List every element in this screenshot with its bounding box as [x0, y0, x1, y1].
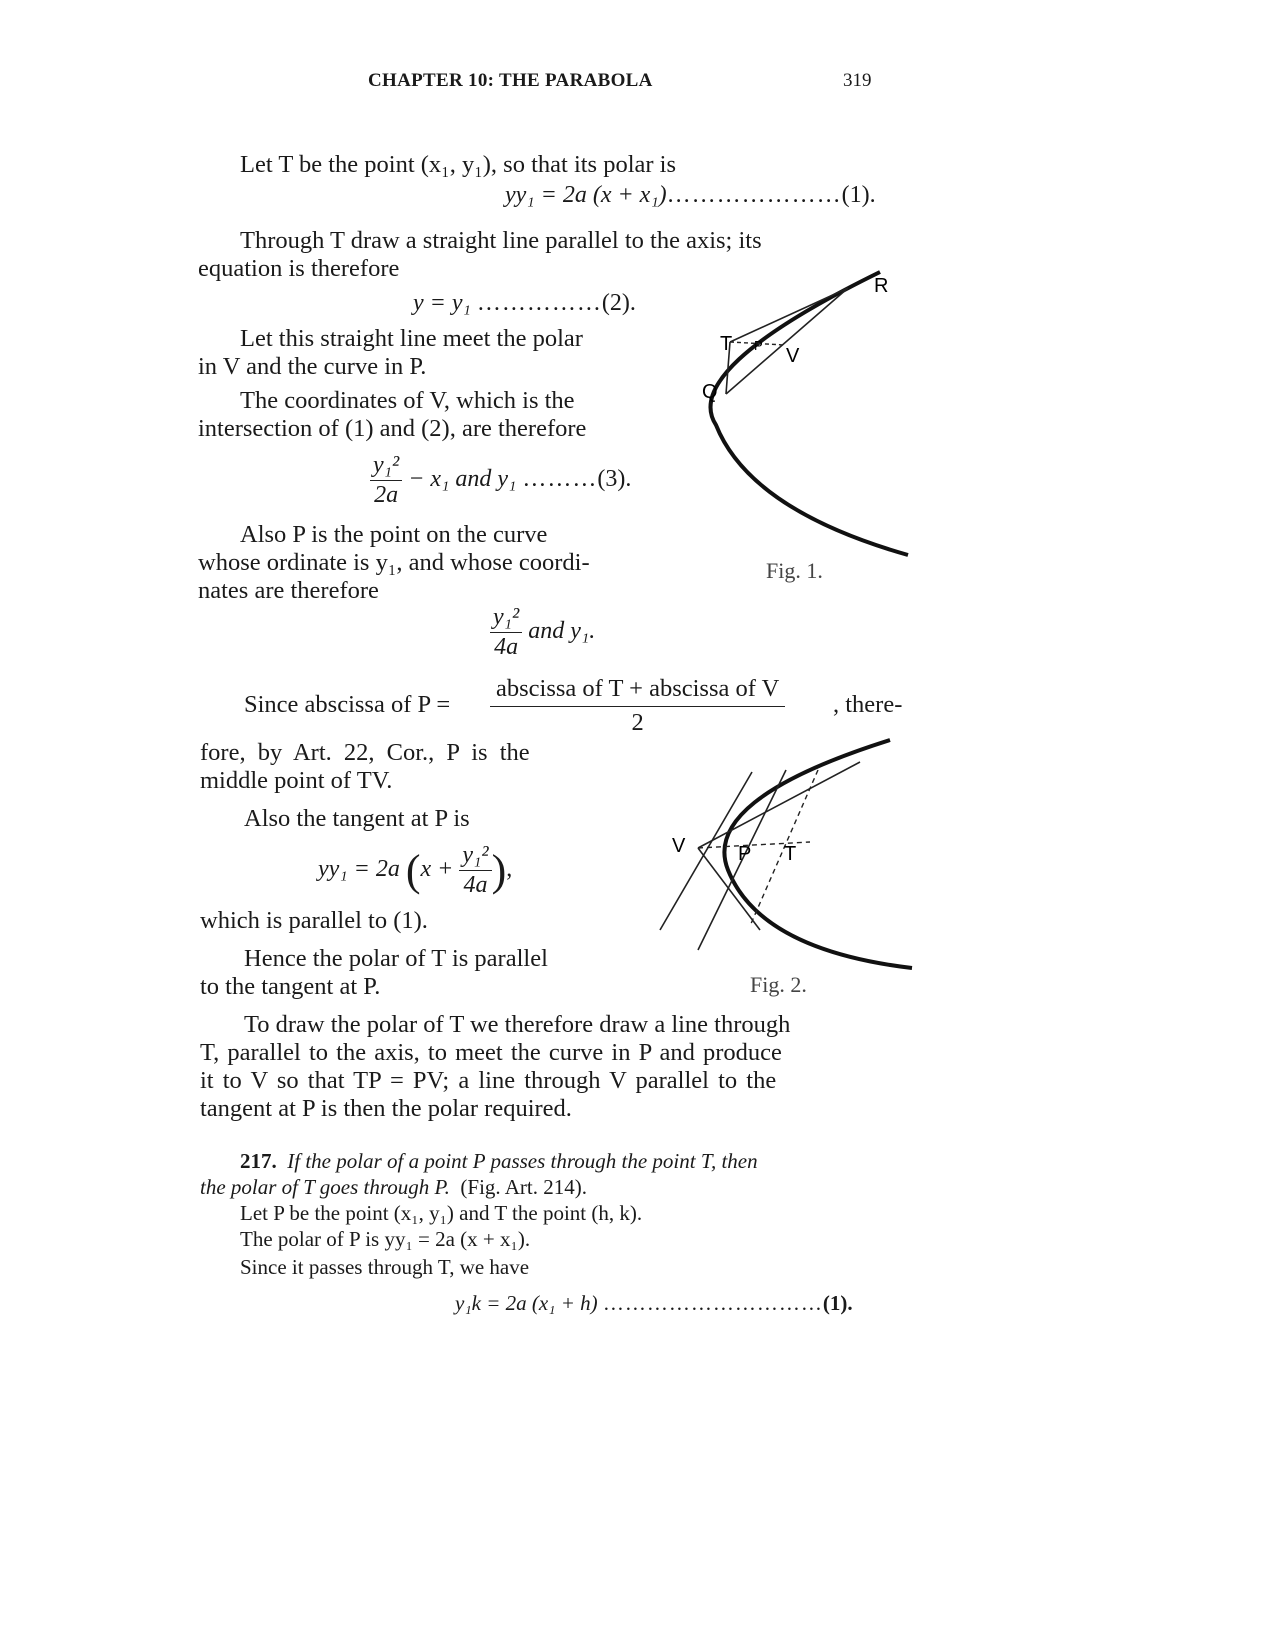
abscissa-denominator: 2: [631, 709, 644, 736]
text-line-21: tangent at P is then the polar required.: [200, 1095, 572, 1122]
equation-5-denominator: 4a: [463, 872, 488, 898]
figure-2-label-v: V: [672, 835, 686, 857]
equation-3-dots: ………: [522, 466, 598, 493]
figure-2-caption: Fig. 2.: [750, 972, 807, 997]
equation-3-rest: − x₁ and y₁: [408, 466, 517, 493]
page-number: 319: [843, 70, 872, 91]
equation-4-numerator: y₁²: [490, 604, 522, 633]
text-line-15: which is parallel to (1).: [200, 907, 428, 934]
section-equation-body: y₁k = 2a (x₁ + h): [455, 1291, 598, 1315]
equation-3: [370, 452, 631, 509]
text-line-11-start: Since abscissa of P =: [244, 691, 451, 718]
figure-2-chord: [698, 762, 860, 848]
section-statement-ref: (Fig. Art. 214).: [460, 1175, 587, 1199]
text-line-10: nates are therefore: [198, 577, 379, 604]
figure-1-label-q: Q: [702, 381, 718, 403]
figure-1-parabola: [711, 272, 908, 555]
text-line-20: it to V so that TP = PV; a line through V parallel to the: [200, 1067, 777, 1094]
figure-2-label-p: P: [738, 843, 752, 865]
equation-3-tag: (3).: [597, 466, 632, 493]
equation-5: [318, 842, 512, 899]
figure-2-parabola: [724, 740, 912, 968]
figure-1-chord-qr: [726, 288, 848, 394]
equation-5-inner: x +: [420, 856, 454, 883]
figure-1-diagram: [690, 260, 930, 590]
equation-3-denominator: 2a: [374, 482, 399, 508]
figure-1-caption: Fig. 1.: [766, 558, 823, 583]
equation-1: [505, 182, 876, 209]
figure-1-label-v: V: [786, 345, 800, 367]
equation-1-tag: (1).: [841, 182, 876, 208]
figure-1-line-tr: [730, 288, 848, 342]
text-line-14: Also the tangent at P is: [244, 805, 470, 832]
equation-5-comma: ,: [506, 856, 513, 883]
abscissa-fraction-inner: [490, 674, 785, 738]
text-line-1: Let T be the point (x₁, y₁), so that its polar is: [240, 151, 677, 178]
equation-3-fraction: [370, 452, 402, 509]
text-line-12: fore, by Art. 22, Cor., P is the: [200, 739, 530, 766]
equation-4-denominator: 4a: [494, 634, 519, 660]
abscissa-numerator: abscissa of T + abscissa of V: [490, 674, 785, 707]
text-line-6: The coordinates of V, which is the: [240, 387, 575, 414]
text-line-18: To draw the polar of T we therefore draw a line through: [244, 1011, 791, 1038]
section-equation-tag: (1).: [822, 1291, 853, 1315]
equation-4: [490, 604, 595, 661]
figure-2-diagram: [650, 730, 920, 980]
section-217-line-2: The polar of P is yy₁ = 2a (x + x₁).: [240, 1227, 531, 1251]
section-statement-2: the polar of T goes through P.: [200, 1175, 450, 1199]
text-line-5: in V and the curve in P.: [198, 353, 427, 380]
equation-5-close-paren: ): [491, 846, 507, 895]
figure-1-label-p: P: [754, 338, 763, 353]
equation-2-dots: ……………: [476, 290, 602, 316]
equation-1-body: yy₁ = 2a (x + x₁): [505, 182, 667, 208]
equation-2: [413, 290, 636, 317]
text-line-8: Also P is the point on the curve: [240, 521, 548, 548]
equation-2-body: y = y₁: [413, 290, 471, 316]
equation-1-dots: …………………: [666, 182, 842, 208]
text-line-16: Hence the polar of T is parallel: [244, 945, 548, 972]
section-217-equation: [455, 1288, 853, 1318]
figure-1-label-t: T: [720, 333, 733, 355]
figure-1-label-r: R: [874, 275, 889, 297]
equation-4-rest: and y₁.: [528, 618, 596, 645]
text-line-4: Let this straight line meet the polar: [240, 325, 583, 352]
section-217-line-3: Since it passes through T, we have: [240, 1255, 530, 1279]
equation-2-tag: (2).: [601, 290, 636, 316]
section-equation-dots: …………………………: [602, 1291, 823, 1315]
equation-5-open-paren: (: [405, 846, 421, 895]
equation-5-left: yy₁ = 2a: [318, 856, 400, 883]
text-line-13: middle point of TV.: [200, 767, 393, 794]
figure-2-label-t: T: [784, 843, 797, 865]
section-number: 217.: [240, 1149, 277, 1173]
section-statement-1: If the polar of a point P passes through the point T, then: [287, 1149, 758, 1173]
text-line-3: equation is therefore: [198, 255, 400, 282]
text-line-19: T, parallel to the axis, to meet the curve in P and produce: [200, 1039, 782, 1066]
text-line-7: intersection of (1) and (2), are therefore: [198, 415, 587, 442]
running-header: CHAPTER 10: THE PARABOLA: [368, 70, 653, 91]
section-217-line-1: Let P be the point (x₁, y₁) and T the point (h, k).: [240, 1201, 643, 1225]
text-line-2: Through T draw a straight line parallel to the axis; its: [240, 227, 762, 254]
equation-4-fraction: [490, 604, 522, 661]
text-line-17: to the tangent at P.: [200, 973, 381, 1000]
equation-5-numerator: y₁²: [459, 842, 491, 871]
equation-5-fraction: [459, 842, 491, 899]
text-line-11-end: , there-: [833, 691, 903, 718]
equation-3-numerator: y₁²: [370, 452, 402, 481]
abscissa-fraction: [490, 674, 785, 738]
text-line-9: whose ordinate is y₁, and whose coordi-: [198, 549, 590, 576]
